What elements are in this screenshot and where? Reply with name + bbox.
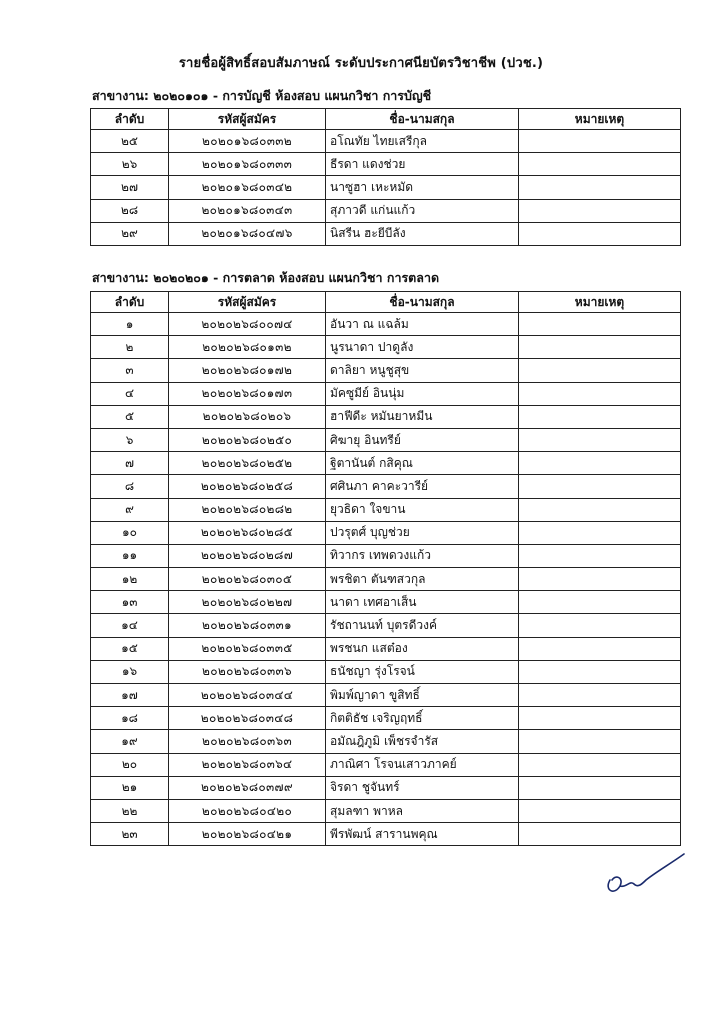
table-row <box>91 684 681 707</box>
column-header-no: ลำดับ <box>91 109 169 130</box>
column-header-full-name: ชื่อ-นามสกุล <box>326 109 519 130</box>
applicant-name: ภาณิศา โรจนเสาวภาคย์ <box>326 753 519 776</box>
applicant-id: ๒๐๒๐๒๖๘๐๓๓๖ <box>169 660 326 683</box>
row-number: ๗ <box>91 452 169 475</box>
remark-cell <box>519 544 681 567</box>
applicant-name: ธีรดา แดงช่วย <box>326 153 519 176</box>
table-row <box>91 336 681 359</box>
applicant-id: ๒๐๒๐๑๖๘๐๓๓๓ <box>169 153 326 176</box>
table-row <box>91 475 681 498</box>
applicant-id: ๒๐๒๐๒๖๘๐๓๐๕ <box>169 568 326 591</box>
applicant-id: ๒๐๒๐๒๖๘๐๒๕๘ <box>169 475 326 498</box>
table-row <box>91 637 681 660</box>
row-number: ๑๕ <box>91 637 169 660</box>
remark-cell <box>519 521 681 544</box>
row-number: ๔ <box>91 382 169 405</box>
applicant-name: สุภาวดี แก่นแก้ว <box>326 199 519 222</box>
table-row <box>91 498 681 521</box>
applicant-name: นิสรีน ฮะยีบีลัง <box>326 222 519 245</box>
table-row <box>91 799 681 822</box>
table-row <box>91 452 681 475</box>
applicant-name: ดาลิยา หนูชูสุข <box>326 359 519 382</box>
row-number: ๒๖ <box>91 153 169 176</box>
remark-cell <box>519 776 681 799</box>
applicant-name: ศิฆายุ อินทรีย์ <box>326 428 519 451</box>
row-number: ๒๐ <box>91 753 169 776</box>
table-row <box>91 153 681 176</box>
column-header-remark: หมายเหตุ <box>519 109 681 130</box>
remark-cell <box>519 382 681 405</box>
remark-cell <box>519 313 681 336</box>
remark-cell <box>519 707 681 730</box>
applicant-name: พรชิตา ตันฑสวกุล <box>326 568 519 591</box>
marketing-table-body <box>91 313 681 846</box>
table-row <box>91 521 681 544</box>
handwritten-signature-icon <box>600 850 690 900</box>
remark-cell <box>519 405 681 428</box>
row-number: ๒๘ <box>91 199 169 222</box>
table-row <box>91 313 681 336</box>
table-row <box>91 660 681 683</box>
marketing-table <box>90 291 681 846</box>
applicant-id: ๒๐๒๐๒๖๘๐๓๔๘ <box>169 707 326 730</box>
applicant-id: ๒๐๒๐๒๖๘๐๓๖๓ <box>169 730 326 753</box>
applicant-name: ยุวธิดา ใจขาน <box>326 498 519 521</box>
applicant-id: ๒๐๒๐๒๖๘๐๒๘๒ <box>169 498 326 521</box>
table-row <box>91 382 681 405</box>
row-number: ๙ <box>91 498 169 521</box>
applicant-name: อโณทัย ไทยเสรีกุล <box>326 130 519 153</box>
row-number: ๑๘ <box>91 707 169 730</box>
row-number: ๑ <box>91 313 169 336</box>
accounting-table-body <box>91 130 681 246</box>
section-heading-accounting: สาขางาน: ๒๐๒๐๑๐๑ - การบัญชี ห้องสอบ แผนกวิชา การบัญชี <box>92 88 432 103</box>
column-header-remark: หมายเหตุ <box>519 292 681 313</box>
applicant-id: ๒๐๒๐๒๖๘๐๒๘๕ <box>169 521 326 544</box>
row-number: ๑๙ <box>91 730 169 753</box>
row-number: ๘ <box>91 475 169 498</box>
remark-cell <box>519 591 681 614</box>
table-row <box>91 776 681 799</box>
table-row <box>91 730 681 753</box>
applicant-name: ฮาฟีดีะ หมันยาหมีน <box>326 405 519 428</box>
remark-cell <box>519 130 681 153</box>
row-number: ๒๕ <box>91 130 169 153</box>
column-header-applicant-id: รหัสผู้สมัคร <box>169 292 326 313</box>
row-number: ๒ <box>91 336 169 359</box>
applicant-name: ศศินภา คาคะวารีย์ <box>326 475 519 498</box>
row-number: ๑๖ <box>91 660 169 683</box>
row-number: ๒๒ <box>91 799 169 822</box>
applicant-id: ๒๐๒๐๑๖๘๐๓๔๒ <box>169 176 326 199</box>
applicant-name: พิมพ์ญาดา ขูสิทธิ์ <box>326 684 519 707</box>
table-row <box>91 222 681 245</box>
table-row <box>91 614 681 637</box>
row-number: ๑๐ <box>91 521 169 544</box>
table-row <box>91 130 681 153</box>
applicant-name: นูรนาดา ปาดูลัง <box>326 336 519 359</box>
applicant-name: พีรพัฒน์ สารานพคุณ <box>326 823 519 846</box>
applicant-id: ๒๐๒๐๒๖๘๐๓๔๔ <box>169 684 326 707</box>
remark-cell <box>519 359 681 382</box>
table-row <box>91 707 681 730</box>
column-header-full-name: ชื่อ-นามสกุล <box>326 292 519 313</box>
applicant-id: ๒๐๒๐๒๖๘๐๒๐๖ <box>169 405 326 428</box>
applicant-id: ๒๐๒๐๒๖๘๐๒๕๐ <box>169 428 326 451</box>
applicant-name: ปวรุตศ์ บุญช่วย <box>326 521 519 544</box>
table-row <box>91 544 681 567</box>
remark-cell <box>519 730 681 753</box>
row-number: ๑๔ <box>91 614 169 637</box>
applicant-name: กิตติธัช เจริญฤทธิ์ <box>326 707 519 730</box>
table-row <box>91 405 681 428</box>
remark-cell <box>519 452 681 475</box>
table-row <box>91 591 681 614</box>
remark-cell <box>519 498 681 521</box>
applicant-name: รัชถานนท์ บุตรดีวงค์ <box>326 614 519 637</box>
applicant-name: พรชนก แสต๋อง <box>326 637 519 660</box>
remark-cell <box>519 176 681 199</box>
applicant-id: ๒๐๒๐๒๖๘๐๒๘๗ <box>169 544 326 567</box>
accounting-table <box>90 108 681 246</box>
row-number: ๖ <box>91 428 169 451</box>
applicant-id: ๒๐๒๐๒๖๘๐๓๓๕ <box>169 637 326 660</box>
applicant-id: ๒๐๒๐๒๖๘๐๓๗๙ <box>169 776 326 799</box>
applicant-id: ๒๐๒๐๒๖๘๐๒๕๒ <box>169 452 326 475</box>
remark-cell <box>519 660 681 683</box>
column-header-no: ลำดับ <box>91 292 169 313</box>
applicant-id: ๒๐๒๐๑๖๘๐๔๗๖ <box>169 222 326 245</box>
remark-cell <box>519 614 681 637</box>
applicant-name: จิรดา ชูจันทร์ <box>326 776 519 799</box>
applicant-id: ๒๐๒๐๑๖๘๐๓๓๒ <box>169 130 326 153</box>
applicant-id: ๒๐๒๐๒๖๘๐๑๗๒ <box>169 359 326 382</box>
applicant-name: สุมลฑา พาหล <box>326 799 519 822</box>
row-number: ๒๓ <box>91 823 169 846</box>
applicant-name: ทิวากร เทพดวงแก้ว <box>326 544 519 567</box>
table-header-row <box>91 109 681 130</box>
applicant-id: ๒๐๒๐๒๖๘๐๓๖๔ <box>169 753 326 776</box>
applicant-name: ธนัชญา รุ่งโรจน์ <box>326 660 519 683</box>
row-number: ๑๗ <box>91 684 169 707</box>
remark-cell <box>519 684 681 707</box>
table-row <box>91 359 681 382</box>
remark-cell <box>519 823 681 846</box>
table-row <box>91 199 681 222</box>
applicant-id: ๒๐๒๐๒๖๘๐๓๓๑ <box>169 614 326 637</box>
table-row <box>91 176 681 199</box>
table-row <box>91 428 681 451</box>
remark-cell <box>519 428 681 451</box>
applicant-id: ๒๐๒๐๒๖๘๐๑๓๒ <box>169 336 326 359</box>
applicant-name: อันวา ณ แฉล้ม <box>326 313 519 336</box>
remark-cell <box>519 153 681 176</box>
applicant-id: ๒๐๒๐๒๖๘๐๔๒๑ <box>169 823 326 846</box>
remark-cell <box>519 637 681 660</box>
applicant-name: มัคซูมีย์ อินนุ่ม <box>326 382 519 405</box>
remark-cell <box>519 475 681 498</box>
applicant-id: ๒๐๒๐๒๖๘๐๐๗๔ <box>169 313 326 336</box>
table-row <box>91 823 681 846</box>
table-header-row <box>91 292 681 313</box>
table-row <box>91 753 681 776</box>
row-number: ๒๗ <box>91 176 169 199</box>
applicant-id: ๒๐๒๐๒๖๘๐๒๒๗ <box>169 591 326 614</box>
table-row <box>91 568 681 591</box>
row-number: ๒๑ <box>91 776 169 799</box>
remark-cell <box>519 799 681 822</box>
row-number: ๑๓ <box>91 591 169 614</box>
applicant-id: ๒๐๒๐๒๖๘๐๔๒๐ <box>169 799 326 822</box>
column-header-applicant-id: รหัสผู้สมัคร <box>169 109 326 130</box>
row-number: ๒๙ <box>91 222 169 245</box>
applicant-name: นาซูฮา เหะหมัด <box>326 176 519 199</box>
applicant-id: ๒๐๒๐๒๖๘๐๑๗๓ <box>169 382 326 405</box>
remark-cell <box>519 336 681 359</box>
applicant-id: ๒๐๒๐๑๖๘๐๓๔๓ <box>169 199 326 222</box>
row-number: ๑๑ <box>91 544 169 567</box>
applicant-name: ฐิตานันต์ กสิคุณ <box>326 452 519 475</box>
applicant-name: อมัณฎิภูมิ เพ็ชรจำรัส <box>326 730 519 753</box>
section-heading-marketing: สาขางาน: ๒๐๒๐๒๐๑ - การตลาด ห้องสอบ แผนกวิชา การตลาด <box>92 270 440 285</box>
remark-cell <box>519 753 681 776</box>
row-number: ๓ <box>91 359 169 382</box>
page-title: รายชื่อผู้สิทธิ์สอบสัมภาษณ์ ระดับประกาศนียบัตรวิชาชีพ (ปวช.) <box>178 56 544 71</box>
row-number: ๕ <box>91 405 169 428</box>
remark-cell <box>519 222 681 245</box>
remark-cell <box>519 568 681 591</box>
applicant-name: นาดา เทศอาเส็น <box>326 591 519 614</box>
remark-cell <box>519 199 681 222</box>
row-number: ๑๒ <box>91 568 169 591</box>
